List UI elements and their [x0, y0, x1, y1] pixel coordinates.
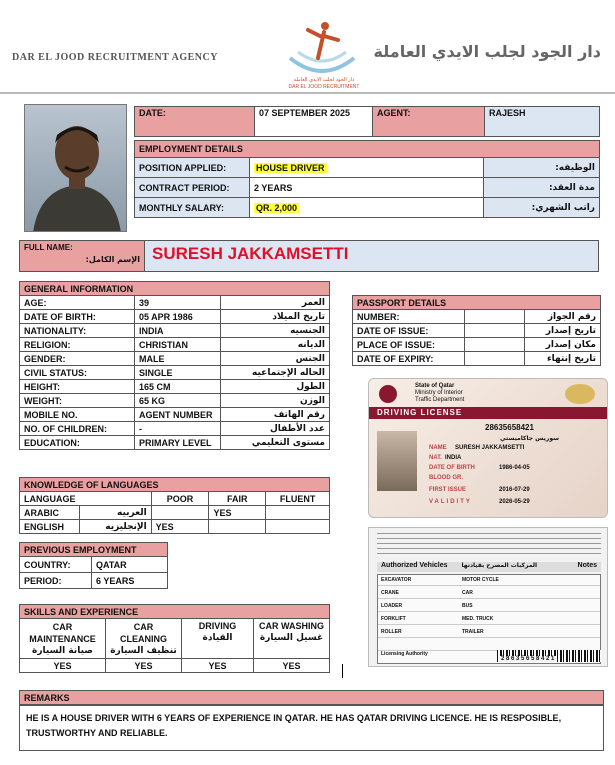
education-label-ar: مستوى التعليمي: [221, 436, 330, 450]
text-cursor: [342, 664, 343, 678]
license-country: State of Qatar: [415, 383, 455, 389]
lang-arabic-ar: العربيه: [79, 506, 151, 520]
languages-title: KNOWLEDGE OF LANGUAGES: [20, 478, 330, 492]
lang-arabic-fluent: [266, 506, 330, 520]
height-label-ar: الطول: [221, 380, 330, 394]
license-validity: 2026-05-29: [499, 499, 530, 505]
license-name-label: NAME: [429, 445, 447, 451]
weight-label: WEIGHT:: [20, 394, 135, 408]
age-label-ar: العمر: [221, 296, 330, 310]
vehicle-right-3: MED. TRUCK: [462, 616, 494, 622]
lang-english: ENGLISH: [20, 520, 80, 534]
lang-english-ar: الإنجليزيه: [79, 520, 151, 534]
logo-text-ar: دار الجود لجلب الايدي العاملة: [293, 77, 355, 83]
date-value: 07 SEPTEMBER 2025: [255, 107, 373, 137]
lang-col-language: LANGUAGE: [20, 492, 152, 506]
lang-arabic-fair: YES: [209, 506, 266, 520]
vehicle-left-3: FORKLIFT: [381, 616, 406, 622]
passport-issue-label-ar: تاريخ إصدار: [525, 324, 601, 338]
lang-col-poor: POOR: [151, 492, 209, 506]
authorized-vehicles-label: Authorized Vehicles: [381, 562, 448, 569]
nationality-label-ar: الجنسيه: [221, 324, 330, 338]
mobile-label-ar: رقم الهاتف: [221, 408, 330, 422]
skill-car-maintenance-en: CAR MAINTENANCE: [29, 621, 96, 644]
skill-car-washing-en: CAR WASHING: [259, 621, 324, 631]
mobile-label: MOBILE NO.: [20, 408, 135, 422]
agency-name-en: DAR EL JOOD RECRUITMENT AGENCY: [12, 52, 218, 63]
salary-value: QR. 2,000: [256, 202, 298, 213]
license-nat: INDIA: [445, 455, 462, 461]
skill-car-maintenance-ar: صيانة السيارة: [32, 645, 93, 656]
skill-car-cleaning-value: YES: [106, 659, 182, 673]
gender-label-ar: الجنس: [221, 352, 330, 366]
passport-issue-label: DATE OF ISSUE:: [353, 324, 465, 338]
passport-place-label: PLACE OF ISSUE:: [353, 338, 465, 352]
lang-col-fluent: FLUENT: [266, 492, 330, 506]
skill-driving-ar: القيادة: [202, 633, 233, 643]
education-label: EDUCATION:: [20, 436, 135, 450]
dob-label-ar: تاريخ الميلاد: [221, 310, 330, 324]
license-blood-label: BLOOD GR.: [429, 475, 463, 481]
salary-label: MONTHLY SALARY:: [135, 198, 250, 218]
contract-label: CONTRACT PERIOD:: [135, 178, 250, 198]
civil-status-label: CIVIL STATUS:: [20, 366, 135, 380]
authorized-vehicles-heading: [377, 562, 601, 572]
passport-number-label: NUMBER:: [353, 310, 465, 324]
prev-country-label: COUNTRY:: [20, 557, 92, 573]
employment-title: EMPLOYMENT DETAILS: [135, 141, 600, 158]
gender-value: MALE: [135, 352, 221, 366]
passport-expiry-label: DATE OF EXPIRY:: [353, 352, 465, 366]
skill-driving: [182, 619, 254, 659]
contract-label-ar: مدة العقد:: [484, 178, 600, 198]
license-dob-label: DATE OF BIRTH: [429, 465, 475, 471]
vehicle-left-2: LOADER: [381, 603, 403, 609]
header-divider: [0, 92, 615, 94]
license-issue: 2016-07-29: [499, 487, 530, 493]
lang-english-fair: [209, 520, 266, 534]
contract-value: 2 YEARS: [250, 178, 484, 198]
applicant-photo: [24, 104, 127, 232]
skill-car-cleaning-ar: تنظيف السيارة: [110, 645, 177, 656]
license-nat-label: NAT.: [429, 455, 442, 461]
passport-expiry-value: [465, 352, 525, 366]
passport-place-label-ar: مكان إصدار: [525, 338, 601, 352]
nationality-label: NATIONALITY:: [20, 324, 135, 338]
license-validity-label: VALIDITY: [429, 499, 472, 505]
children-label: NO. OF CHILDREN:: [20, 422, 135, 436]
religion-value: CHRISTIAN: [135, 338, 221, 352]
remarks-text: HE IS A HOUSE DRIVER WITH 6 YEARS OF EXPERIENCE IN QATAR. HE HAS QATAR DRIVING LICENCE. HE IS RESPOSIBLE, TRUSTWORTHY AND RELIABLE.: [19, 705, 604, 751]
licensing-authority: Licensing Authority: [381, 651, 428, 657]
weight-label-ar: الوزن: [221, 394, 330, 408]
remarks-title: REMARKS: [19, 690, 604, 705]
skill-car-maintenance-value: YES: [20, 659, 106, 673]
skill-car-cleaning-en: CAR CLEANING: [120, 621, 167, 644]
general-info-table: [19, 281, 330, 450]
skill-car-washing-value: YES: [254, 659, 330, 673]
lang-english-fluent: [266, 520, 330, 534]
passport-number-value: [465, 310, 525, 324]
previous-employment-table: [19, 542, 168, 589]
passport-number-label-ar: رقم الجواز: [525, 310, 601, 324]
languages-table: [19, 477, 330, 534]
date-agent-table: [134, 106, 600, 137]
religion-label-ar: الديانه: [221, 338, 330, 352]
vehicle-right-4: TRAILER: [462, 629, 484, 635]
skill-car-cleaning: [106, 619, 182, 659]
vehicle-left-0: EXCAVATOR: [381, 577, 412, 583]
agency-name-ar: دار الجود لجلب الايدي العاملة: [373, 42, 601, 61]
license-number: 28635658421: [485, 423, 534, 432]
full-name-label-box: [19, 240, 145, 272]
passport-place-value: [465, 338, 525, 352]
vehicle-right-0: MOTOR CYCLE: [462, 577, 499, 583]
license-issue-label: FIRST ISSUE: [429, 487, 467, 493]
mobile-value: AGENT NUMBER: [135, 408, 221, 422]
barcode-number: 2 8 6 3 5 6 5 8 4 2 1: [501, 656, 555, 662]
license-photo: [377, 431, 417, 491]
license-dept: Traffic Department: [415, 397, 465, 403]
full-name-label: FULL NAME:: [24, 243, 73, 252]
children-value: -: [135, 422, 221, 436]
children-label-ar: عدد الأطفال: [221, 422, 330, 436]
full-name-value: SURESH JAKKAMSETTI: [152, 244, 349, 263]
passport-expiry-label-ar: تاريخ إنتهاء: [525, 352, 601, 366]
lang-arabic-poor: [151, 506, 209, 520]
civil-status-value: SINGLE: [135, 366, 221, 380]
height-value: 165 CM: [135, 380, 221, 394]
driving-license-front: [368, 378, 608, 518]
education-value: PRIMARY LEVEL: [135, 436, 221, 450]
age-label: AGE:: [20, 296, 135, 310]
employment-details-table: [134, 140, 600, 218]
lang-col-fair: FAIR: [209, 492, 266, 506]
salary-label-ar: راتب الشهري:: [484, 198, 600, 218]
dob-label: DATE OF BIRTH:: [20, 310, 135, 324]
logo-text-en: DAR EL JOOD RECRUITMENT: [288, 84, 360, 90]
license-name: SURESH JAKKAMSETTI: [455, 445, 525, 451]
license-band-text: DRIVING LICENSE: [377, 408, 463, 417]
skill-car-maintenance: [20, 619, 106, 659]
religion-label: RELIGION:: [20, 338, 135, 352]
full-name-label-ar: الإسم الكامل:: [85, 255, 140, 264]
prev-period-label: PERIOD:: [20, 573, 92, 589]
license-name-ar: سوريس جاكاميستي: [499, 435, 559, 442]
skills-title: SKILLS AND EXPERIENCE: [20, 605, 330, 619]
position-value: HOUSE DRIVER: [256, 162, 325, 173]
license-ministry: Ministry of Interior: [415, 390, 463, 396]
gender-label: GENDER:: [20, 352, 135, 366]
age-value: 39: [135, 296, 221, 310]
position-label-ar: الوظيفه:: [484, 158, 600, 178]
dob-value: 05 APR 1986: [135, 310, 221, 324]
qatar-emblem-icon: [379, 385, 397, 403]
skill-driving-en: DRIVING: [198, 621, 237, 631]
agent-value: RAJESH: [485, 107, 600, 137]
driving-license-back: [368, 527, 608, 667]
date-label: DATE:: [135, 107, 255, 137]
authorized-vehicles-label-ar: المركبات المصرح بقيادتها: [461, 562, 538, 569]
vehicle-right-1: CAR: [462, 590, 473, 596]
skill-car-washing-ar: غسيل السيارة: [259, 633, 324, 643]
skills-table: [19, 604, 330, 673]
previous-title: PREVIOUS EMPLOYMENT: [20, 543, 168, 557]
lang-english-poor: YES: [151, 520, 209, 534]
lang-arabic: ARABIC: [20, 506, 80, 520]
nationality-value: INDIA: [135, 324, 221, 338]
prev-period-value: 6 YEARS: [92, 573, 168, 589]
weight-value: 65 KG: [135, 394, 221, 408]
notes-label: Notes: [577, 562, 597, 569]
agent-label: AGENT:: [373, 107, 485, 137]
license-dob: 1986-04-05: [499, 465, 530, 471]
civil-status-label-ar: الحاله الإجتماعيه: [221, 366, 330, 380]
passport-details-table: [352, 295, 601, 366]
ministry-emblem-icon: [565, 384, 595, 404]
vehicle-left-4: ROLLER: [381, 629, 402, 635]
passport-issue-value: [465, 324, 525, 338]
license-back-fineprint: [377, 532, 601, 558]
height-label: HEIGHT:: [20, 380, 135, 394]
skill-driving-value: YES: [182, 659, 254, 673]
vehicle-right-2: BUS: [462, 603, 473, 609]
general-info-title: GENERAL INFORMATION: [20, 282, 330, 296]
skill-car-washing: [254, 619, 330, 659]
position-label: POSITION APPLIED:: [135, 158, 250, 178]
passport-title: PASSPORT DETAILS: [353, 296, 601, 310]
agency-logo: [284, 18, 360, 76]
vehicle-left-1: CRANE: [381, 590, 399, 596]
prev-country-value: QATAR: [92, 557, 168, 573]
